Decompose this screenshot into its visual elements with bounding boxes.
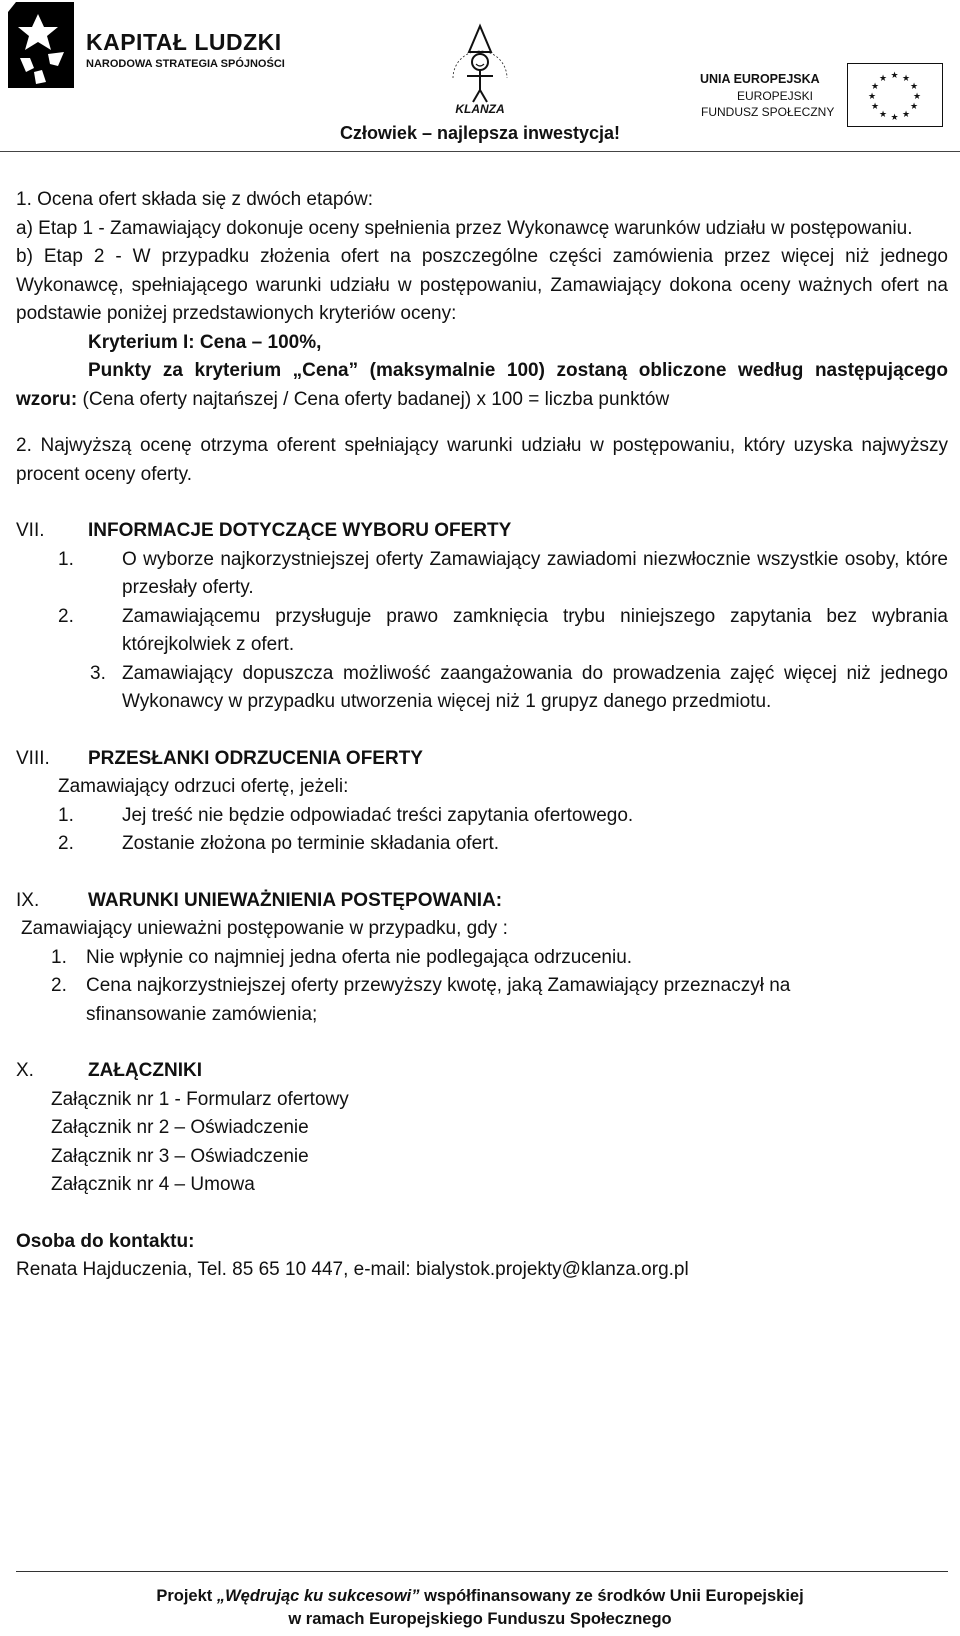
list-item xyxy=(16,830,948,859)
section-9-heading xyxy=(16,887,948,916)
section-10-heading xyxy=(16,1057,948,1086)
item-text: Jej treść nie będzie odpowiadać treści zapytania ofertowego. xyxy=(122,804,634,826)
svg-text:★: ★ xyxy=(909,102,919,112)
list-item xyxy=(16,944,948,973)
klanza-logo xyxy=(445,18,515,118)
item-text: Zamawiający dopuszcza możliwość zaangażowania do prowadzenia zajęć więcej niż jednego Wykonawcy w przypadku utworzenia więcej niż 1 grupyz danego przedmiotu. xyxy=(122,662,948,712)
footer-text: Projekt xyxy=(156,1587,217,1605)
item-text: Cena najkorzystniejszej oferty przewyższy kwotę, jaką Zamawiający przeznaczył na sfinansowanie zamówienia; xyxy=(86,975,791,1025)
section-7-title: INFORMACJE DOTYCZĄCE WYBORU OFERTY xyxy=(88,520,512,541)
attachment-item: Załącznik nr 1 - Formularz ofertowy xyxy=(51,1088,349,1110)
svg-text:★: ★ xyxy=(890,113,899,123)
header-slogan: Człowiek – najlepsza inwestycja! xyxy=(339,123,621,143)
section-8-lead: Zamawiający odrzuci ofertę, jeżeli: xyxy=(58,776,349,797)
formula-bold: Punkty za kryterium „Cena” (maksymalnie 100) zostaną obliczone według następującego wzoru: xyxy=(16,360,948,410)
kapital-ludzki-emblem-icon xyxy=(8,2,74,88)
kl-title: KAPITAŁ LUDZKI xyxy=(86,29,282,55)
criterion-line: Kryterium I: Cena – 100%, xyxy=(88,331,322,353)
svg-text:★: ★ xyxy=(912,92,922,102)
document-footer xyxy=(0,1585,960,1631)
intro-paragraph-2: a) Etap 1 - Zamawiający dokonuje oceny spełnienia przez Wykonawcę warunków udziału w postępowaniu. xyxy=(16,217,913,239)
item-number: 1. xyxy=(51,946,67,968)
attachment-item: Załącznik nr 2 – Oświadczenie xyxy=(51,1117,309,1138)
item-number: 2. xyxy=(51,975,67,996)
footer-project-name: „Wędrując ku sukcesowi” xyxy=(216,1587,420,1605)
svg-text:★: ★ xyxy=(870,102,880,112)
eu-flag xyxy=(847,63,943,127)
klanza-label: KLANZA xyxy=(455,102,505,116)
ue-line-1: UNIA EUROPEJSKA xyxy=(700,72,820,86)
item-text: Nie wpłynie co najmniej jedna oferta nie podlegająca odrzuceniu. xyxy=(86,946,633,968)
list-item xyxy=(16,546,948,603)
intro-paragraph-1: 1. Ocena ofert składa się z dwóch etapów: xyxy=(16,189,373,210)
footer-line-1 xyxy=(0,1585,960,1608)
section-7-heading xyxy=(16,517,948,546)
document-header xyxy=(0,0,960,150)
item-text: Zamawiającemu przysługuje prawo zamknięcia trybu niniejszego zapytania bez wybrania którejkolwiek z ofert. xyxy=(122,605,948,655)
formula-text: (Cena oferty najtańszej / Cena oferty badanej) x 100 = liczba punktów xyxy=(77,388,670,410)
item-number: 2. xyxy=(58,605,74,627)
section-10-title: ZAŁĄCZNIKI xyxy=(88,1060,202,1081)
footer-line-2: w ramach Europejskiego Funduszu Społecznego xyxy=(288,1610,672,1628)
footer-divider xyxy=(16,1571,948,1572)
item-number: 2. xyxy=(58,833,74,854)
item-text: Zostanie złożona po terminie składania ofert. xyxy=(122,833,500,854)
svg-text:★: ★ xyxy=(901,74,911,84)
item-text: O wyborze najkorzystniejszej oferty Zamawiający zawiadomi niezwłocznie wszystkie osoby, które przesłały oferty. xyxy=(122,548,948,598)
list-item xyxy=(16,660,948,717)
ue-line-3: FUNDUSZ SPOŁECZNY xyxy=(701,105,835,119)
svg-text:★: ★ xyxy=(878,110,888,120)
document-body xyxy=(16,186,948,1285)
svg-text:★: ★ xyxy=(901,110,911,120)
section-9-title: WARUNKI UNIEWAŻNIENIA POSTĘPOWANIA: xyxy=(88,889,503,911)
eu-logo xyxy=(700,60,960,130)
intro-paragraph-4: 2. Najwyższą ocenę otrzyma oferent spełniający warunki udziału w postępowaniu, który uzyska najwyższy procent oceny oferty. xyxy=(16,435,948,485)
section-7-number: VII. xyxy=(16,520,45,541)
svg-text:★: ★ xyxy=(878,74,888,84)
section-8-number: VIII. xyxy=(16,747,50,769)
footer-text: współfinansowany ze środków Unii Europejskiej xyxy=(419,1587,804,1605)
formula-paragraph xyxy=(16,357,948,414)
item-number: 1. xyxy=(58,804,74,826)
kapital-ludzki-logo xyxy=(8,2,308,92)
section-9-number: IX. xyxy=(16,889,40,911)
contact-label: Osoba do kontaktu: xyxy=(16,1230,195,1252)
list-item xyxy=(16,603,948,660)
ue-line-2: EUROPEJSKI xyxy=(737,89,814,103)
kl-subtitle: NARODOWA STRATEGIA SPÓJNOŚCI xyxy=(86,58,285,70)
item-number: 3. xyxy=(90,662,106,684)
section-10-number: X. xyxy=(16,1060,34,1081)
item-number: 1. xyxy=(58,548,74,570)
header-divider xyxy=(0,151,960,152)
contact-text: Renata Hajduczenia, Tel. 85 65 10 447, e-mail: bialystok.projekty@klanza.org.pl xyxy=(16,1259,689,1280)
section-8-title: PRZESŁANKI ODRZUCENIA OFERTY xyxy=(88,747,423,769)
intro-paragraph-3: b) Etap 2 - W przypadku złożenia ofert na poszczególne części zamówienia przez więcej niż jednego Wykonawcę, spełniającego warunki udziału w postępowaniu, Zamawiający dokona oceny ważnych ofert na podstawie poniżej przedstawionych kryteriów oceny: xyxy=(16,246,948,324)
attachment-item: Załącznik nr 3 – Oświadczenie xyxy=(51,1145,309,1167)
section-8-heading xyxy=(16,745,948,774)
eu-stars-icon xyxy=(848,64,941,125)
svg-text:★: ★ xyxy=(867,92,877,102)
attachment-item: Załącznik nr 4 – Umowa xyxy=(51,1174,255,1195)
svg-text:★: ★ xyxy=(890,71,899,81)
svg-text:★: ★ xyxy=(909,82,919,92)
svg-text:★: ★ xyxy=(870,82,880,92)
section-9-lead: Zamawiający unieważni postępowanie w przypadku, gdy : xyxy=(21,918,508,939)
list-item xyxy=(16,972,948,1029)
list-item xyxy=(16,802,948,831)
